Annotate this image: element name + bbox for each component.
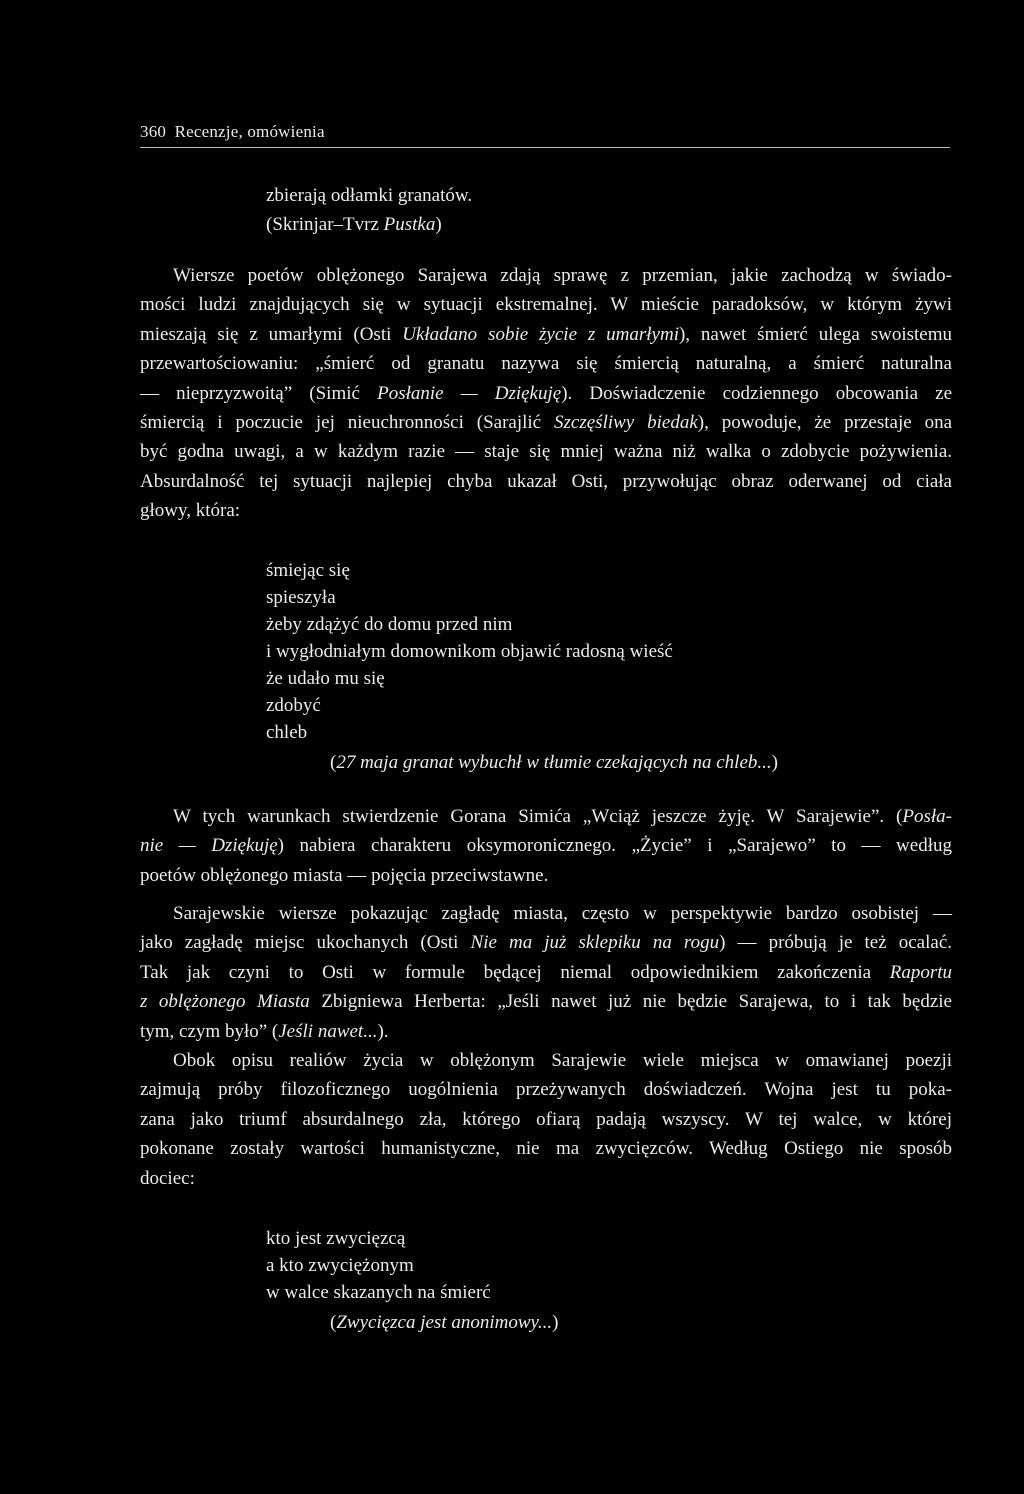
verse-line: spieszyła [266,587,336,608]
verse-line: w walce skazanych na śmierć [266,1282,491,1303]
text-line: — nieprzyzwoitą” (Simić Posłanie — Dziękuję). Doświadczenie codziennego obcowania ze [140,382,953,404]
text-line: nie — Dziękuję) nabiera charakteru oksymoronicznego. „Życie” i „Sarajewo” to — według [140,835,952,857]
text-line: mości ludzi znajdujących się w sytuacji ekstremalnej. W mieście paradoksów, w którym żywi [140,294,952,316]
quote-skrinjar [266,182,472,238]
verse-source: (Skrinjar–Tvrz Pustka) [266,214,442,235]
running-header [140,121,950,143]
page-number: 360 [140,122,167,141]
verse-source: (27 maja granat wybuchł w tłumie czekających na chleb...) [330,752,778,773]
verse-line: zdobyć [266,695,321,716]
paragraph-1 [140,261,952,526]
text-line: Sarajewskie wiersze pokazując zagładę miasta, często w perspektywie bardzo osobistej — [173,903,952,924]
quote-osti-bread [266,557,778,776]
verse-line: a kto zwyciężonym [266,1255,414,1276]
verse-source: (Zwycięzca jest anonimowy...) [330,1312,559,1333]
quote-osti-victor [266,1225,559,1336]
text-line: Wiersze poetów oblężonego Sarajewa zdają sprawę z przemian, jakie zachodzą w świado- [173,265,952,286]
paragraph-3 [140,899,952,1046]
text-line: zana jako triumf absurdalnego zła, którego ofiarą padają wszyscy. W tej walce, w której [140,1108,952,1130]
section-title: Recenzje, omówienia [174,122,325,141]
text-line: mieszają się z umarłymi (Osti Układano sobie życie z umarłymi), nawet śmierć ulega swoistemu [140,323,952,345]
text-line: zajmują próby filozoficznego uogólnienia przeżywanych doświadczeń. Wojna jest tu poka- [140,1079,952,1101]
text-line: z oblężonego Miasta Zbigniewa Herberta: „Jeśli nawet już nie będzie Sarajewa, to i tak będzie [140,991,952,1013]
text-line: głowy, która: [140,500,241,522]
verse-line: żeby zdążyć do domu przed nim [266,614,513,635]
text-line: być godna uwagi, a w każdym razie — staje się mniej ważna niż walka o zdobycie pożywienia. [140,441,952,463]
text-line: Tak jak czyni to Osti w formule będącej niemal odpowiednikiem zakończenia Raportu [140,961,952,983]
text-line: Obok opisu realiów życia w oblężonym Sarajewie wiele miejsca w omawianej poezji [173,1050,952,1071]
verse-line: kto jest zwycięzcą [266,1228,406,1249]
text-line: dociec: [140,1167,195,1189]
text-line: W tych warunkach stwierdzenie Gorana Simića „Wciąż jeszcze żyję. W Sarajewie”. (Posła- [173,806,952,827]
header-rule [140,147,950,148]
text-line: Absurdalność tej sytuacji najlepiej chyba ukazał Osti, przywołując obraz oderwanej od ciała [140,470,952,492]
paragraph-2 [140,802,952,890]
text-line: pokonane zostały wartości humanistyczne, nie ma zwycięzców. Według Ostiego nie sposób [140,1138,952,1160]
verse-line: śmiejąc się [266,560,350,581]
verse-line: chleb [266,722,308,743]
verse-line: zbierają odłamki granatów. [266,185,473,206]
verse-line: i wygłodniałym domownikom objawić radosną wieść [266,641,673,662]
text-line: przewartościowaniu: „śmierć od granatu nazywa się śmiercią naturalną, a śmierć naturalna [140,353,952,375]
text-line: jako zagładę miejsc ukochanych (Osti Nie ma już sklepiku na rogu) — próbują je też ocalać. [140,932,952,954]
text-line: śmiercią i poczucie jej nieuchronności (Sarajlić Szczęśliwy biedak), powoduje, że przestaje ona [140,412,952,434]
text-line: tym, czym było” (Jeśli nawet...). [140,1020,389,1042]
verse-line: że udało mu się [266,668,385,689]
paragraph-4 [140,1046,952,1193]
text-line: poetów oblężonego miasta — pojęcia przeciwstawne. [140,864,549,886]
